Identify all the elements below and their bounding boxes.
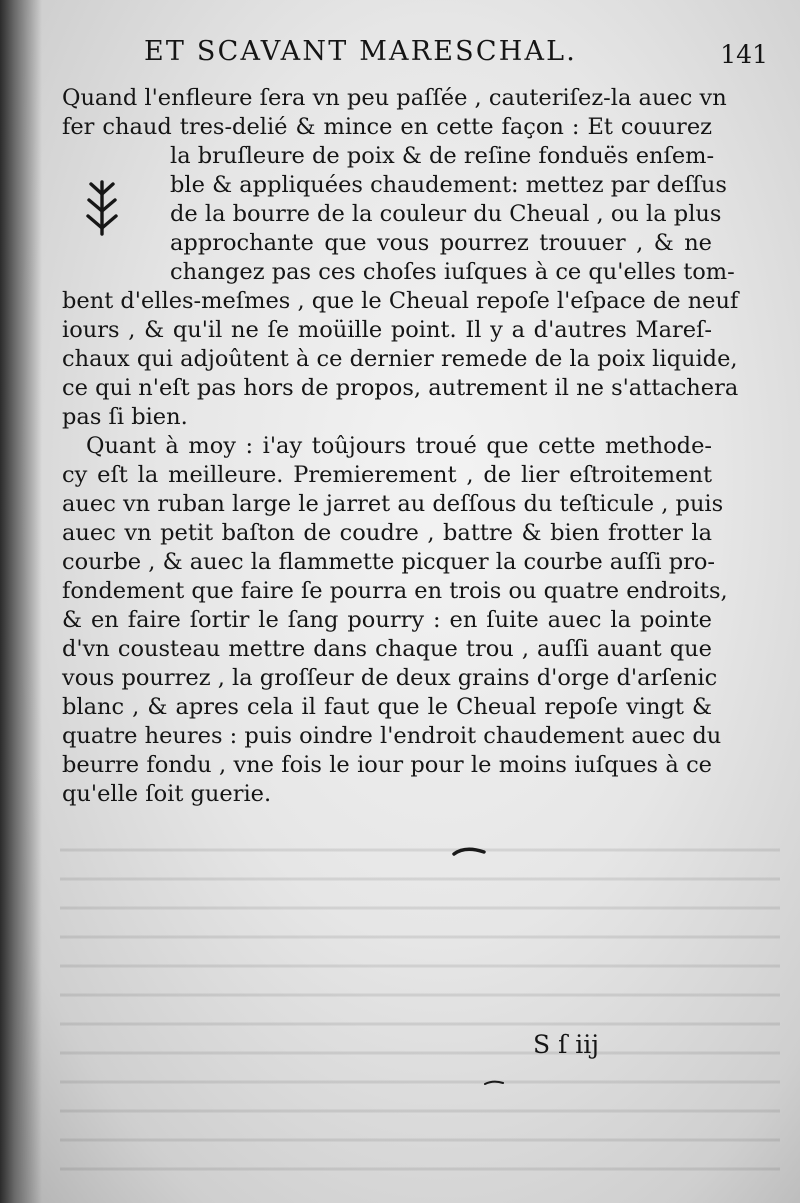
text-line: ce qui n'eſt pas hors de propos, autrement il ne s'attachera <box>62 375 739 401</box>
text-line: blanc , & apres cela il faut que le Cheual repoſe vingt & <box>62 694 712 720</box>
text-line: fer chaud tres-delié & mince en cette façon : Et couurez <box>62 114 712 140</box>
body-text <box>62 84 739 809</box>
tailpiece-ornament <box>452 846 486 858</box>
show-through-text <box>60 830 780 1190</box>
gutter-shadow <box>0 0 42 1203</box>
text-line: Quant à moy : i'ay toûjours troué que cette methode- <box>86 433 712 459</box>
text-line: bent d'elles-meſmes , que le Cheual repoſe l'eſpace de neuf <box>62 288 739 314</box>
text-line: fondement que faire ſe pourra en trois ou quatre endroits, <box>62 578 728 604</box>
signature-mark: S ſ iij <box>533 1030 600 1059</box>
text-line: de la bourre de la couleur du Cheual , ou la plus <box>170 201 722 227</box>
text-line: changez pas ces choſes iuſques à ce qu'elles tom- <box>170 259 735 285</box>
text-line: d'vn cousteau mettre dans chaque trou , auſſi auant que <box>62 636 712 662</box>
text-line: approchante que vous pourrez trouuer , & ne <box>170 230 712 256</box>
text-line: la bruſleure de poix & de reſine fonduës enſem- <box>170 143 715 169</box>
text-line: vous pourrez , la groſſeur de deux grains d'orge d'arſenic <box>62 665 718 691</box>
page-header <box>60 36 780 76</box>
text-line: qu'elle ſoit guerie. <box>62 781 272 807</box>
text-line: beurre fondu , vne fois le iour pour le moins iuſques à ce <box>62 752 712 778</box>
page-number: 141 <box>720 40 768 69</box>
catchword-dash <box>484 1080 504 1086</box>
text-line: pas ſi bien. <box>62 404 188 430</box>
text-line: & en faire ſortir le ſang pourry : en ſuite auec la pointe <box>62 607 712 633</box>
text-line: quatre heures : puis oindre l'endroit chaudement auec du <box>62 723 722 749</box>
text-line: auec vn petit baſton de coudre , battre & bien frotter la <box>62 520 712 546</box>
text-line: courbe , & auec la flammette picquer la courbe auſſi pro- <box>62 549 716 575</box>
text-line: Quand l'enfleure ſera vn peu paſſée , cauteriſez-la auec vn <box>62 85 727 111</box>
text-line: iours , & qu'il ne ſe moüille point. Il y a d'autres Mareſ- <box>62 317 712 343</box>
text-line: cy eſt la meilleure. Premierement , de lier eſtroitement <box>62 462 712 488</box>
text-line: chaux qui adjoûtent à ce dernier remede de la poix liquide, <box>62 346 738 372</box>
text-line: auec vn ruban large le jarret au deſſous du teſticule , puis <box>62 491 724 517</box>
text-line: ble & appliquées chaudement: mettez par deſſus <box>170 172 727 198</box>
running-head: ET SCAVANT MARESCHAL. <box>144 36 578 67</box>
